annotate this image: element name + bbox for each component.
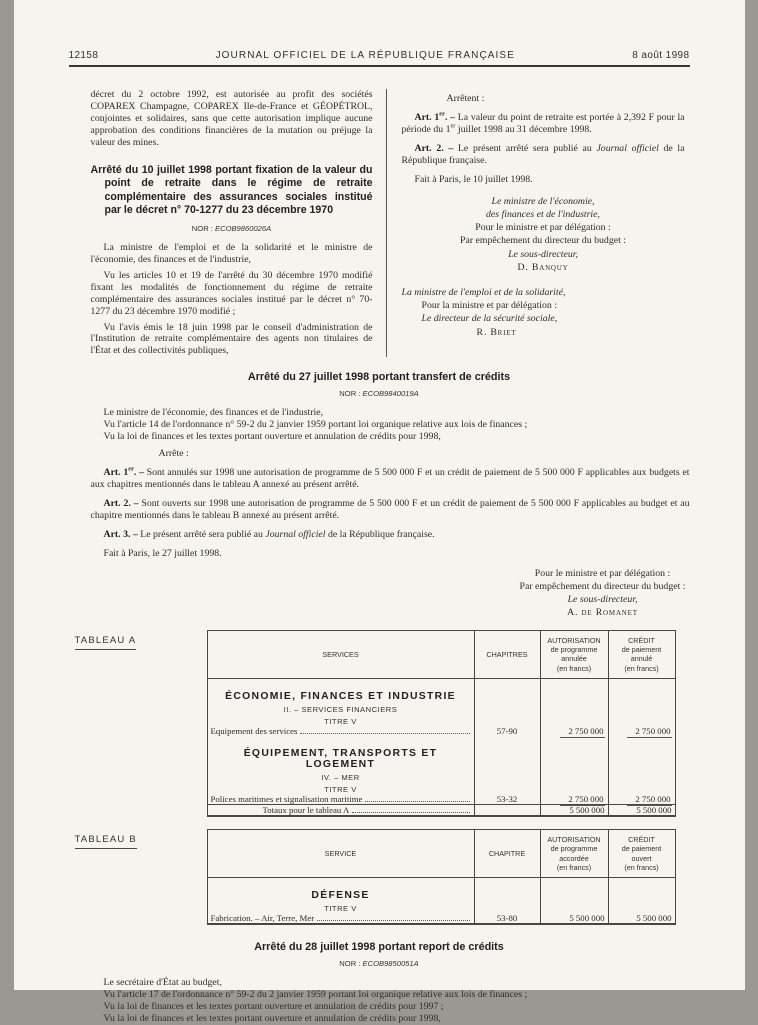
table-group-heading: ÉCONOMIE, FINANCES ET INDUSTRIE	[207, 679, 675, 703]
chapitre-cell: 57-90	[474, 726, 540, 736]
table-group-subheading: TITRE V	[207, 782, 675, 794]
service-label: Polices maritimes et signalisation maritime	[211, 794, 363, 804]
arrete-27-juillet-section	[69, 371, 690, 619]
nor-label: NOR :	[192, 224, 213, 233]
signature-line: Le ministre de l'économie,	[402, 195, 685, 208]
credit-total-cell: 5 500 000	[608, 805, 675, 817]
table-group-heading: DÉFENSE	[207, 878, 675, 902]
tableau-b-table	[207, 829, 676, 925]
signature-line: Le sous-directeur,	[443, 593, 758, 606]
table-row	[207, 794, 675, 805]
signatory-name: R. Briet	[402, 326, 685, 339]
nor-value: ECOB9850051A	[363, 959, 419, 968]
signature-line: Par empêchement du directeur du budget :	[402, 234, 685, 247]
tableau-a-label: TABLEAU A	[75, 635, 137, 650]
column-header-credit: CRÉDIT de paiement annulé (en francs)	[608, 630, 675, 678]
totals-label: Totaux pour le tableau A	[263, 805, 350, 815]
article-number: Art. 2. –	[104, 498, 139, 509]
article-3-clause: Art. 3. – Le présent arrêté sera publié au Journal officiel de la République française.	[91, 529, 690, 541]
signature-line: Le directeur de la sécurité sociale,	[402, 312, 685, 325]
article-2-clause: Art. 2. – Le présent arrêté sera publié au Journal officiel de la République française.	[402, 143, 685, 167]
two-column-section	[91, 89, 690, 357]
table-group-subheading: II. – SERVICES FINANCIERS	[207, 702, 675, 714]
column-header-autorisation: AUTORISATION de programme accordée (en francs)	[540, 830, 608, 878]
column-header-chapitre: CHAPITRE	[474, 830, 540, 878]
signature-block-economie	[402, 195, 685, 274]
column-header-autorisation: AUTORISATION de programme annulée (en francs)	[540, 630, 608, 678]
table-row	[207, 913, 675, 924]
article-number: Art. 1er. –	[104, 467, 144, 478]
column-header-credit: CRÉDIT de paiement ouvert (en francs)	[608, 830, 675, 878]
visa-paragraph: Vu la loi de finances et les textes portant ouverture et annulation de crédits pour 1998,	[91, 1013, 690, 1025]
journal-title: JOURNAL OFFICIEL DE LA RÉPUBLIQUE FRANÇAISE	[216, 50, 515, 61]
visa-paragraph: Le secrétaire d'État au budget,	[91, 977, 690, 989]
arrete-28-juillet-section	[69, 941, 690, 1025]
header-rule	[69, 65, 690, 67]
arrete-28-juillet-body	[91, 977, 690, 1025]
page-header	[69, 0, 690, 61]
dot-leader	[352, 812, 469, 813]
visa-paragraph: Le ministre de l'économie, des finances et de l'industrie,	[91, 407, 690, 419]
page-number: 12158	[69, 50, 99, 61]
autorisation-cell: 5 500 000	[540, 913, 608, 924]
tableau-a-header-row	[207, 630, 675, 678]
service-label: Equipement des services	[211, 726, 298, 736]
article-number: Art. 3. –	[104, 529, 138, 540]
right-column	[386, 89, 685, 357]
visa-paragraph: Vu la loi de finances et les textes portant ouverture et annulation de crédits pour 1997 ;	[91, 1001, 690, 1013]
nor-label: NOR :	[339, 959, 360, 968]
article-number: Art. 2. –	[415, 143, 454, 154]
journal-officiel-italic: Journal officiel	[596, 143, 658, 154]
tableau-a-table	[207, 630, 676, 817]
tableau-b-section	[69, 829, 690, 925]
service-label: Fabrication. – Air, Terre, Mer	[211, 913, 315, 923]
table-totals-row	[207, 805, 675, 817]
signature-line: Pour le ministre et par délégation :	[443, 567, 758, 580]
visa-paragraph: Vu les articles 10 et 19 de l'arrêté du 30 décembre 1970 modifié fixant les modalités de fonctionnement du régime de retraite complémentaire des assurances sociales institué par le décret n° 70-1277 du 23 décembre 1970 modifié ;	[91, 270, 373, 318]
article-1-clause: Art. 1er. – Sont annulés sur 1998 une autorisation de programme de 5 500 000 F et un crédit de paiement de 5 500 000 F applicables aux budgets et aux chapitres mentionnés dans le tableau A annexé au présent arrêté.	[91, 467, 690, 491]
signatory-name: A. de Romanet	[443, 606, 758, 619]
nor-line	[91, 224, 373, 233]
signature-line: Pour la ministre et par délégation :	[402, 299, 685, 312]
arretent-line: Arrêtent :	[402, 93, 685, 105]
chapitre-cell: 53-32	[474, 794, 540, 805]
signature-line: Pour le ministre et par délégation :	[402, 221, 685, 234]
column-header-service: SERVICE	[207, 830, 474, 878]
autorisation-total-cell: 5 500 000	[540, 805, 608, 817]
signature-block-romanet	[443, 567, 758, 620]
table-group-subheading: TITRE V	[207, 901, 675, 913]
dot-leader	[300, 733, 469, 734]
credit-cell: 5 500 000	[608, 913, 675, 924]
nor-line	[69, 389, 690, 398]
table-group-subheading: IV. – MER	[207, 770, 675, 782]
credit-cell: 2 750 000	[608, 794, 675, 805]
arrete-line: Arrête :	[91, 448, 690, 460]
arrete-28-juillet-heading: Arrêté du 28 juillet 1998 portant report de crédits	[69, 941, 690, 953]
journal-officiel-italic: Journal officiel	[265, 529, 325, 540]
article-number: Art. 1er. –	[415, 112, 456, 123]
autorisation-cell: 2 750 000	[540, 794, 608, 805]
signature-line: Le sous-directeur,	[402, 248, 685, 261]
left-column	[91, 89, 386, 357]
signature-line: La ministre de l'emploi et de la solidarité,	[402, 286, 685, 299]
signature-line: des finances et de l'industrie,	[402, 208, 685, 221]
continuation-paragraph: décret du 2 octobre 1992, est autorisée au profit des sociétés COPAREX Champagne, COPAREX Ile-de-France et GÉOPÉTROL, conjointes et solidaires, sans que cette autorisation implique aucune approbation des conditions financières de la mutation ou préjuge la valeur des mines.	[91, 89, 373, 149]
signature-block-emploi	[402, 286, 685, 339]
dot-leader	[365, 801, 469, 802]
autorisation-cell: 2 750 000	[540, 726, 608, 736]
visa-paragraph: La ministre de l'emploi et de la solidarité et le ministre de l'économie, des finances et de l'industrie,	[91, 242, 373, 266]
visa-paragraph: Vu la loi de finances et les textes portant ouverture et annulation de crédits pour 1998,	[91, 431, 690, 443]
journal-page	[14, 0, 745, 990]
nor-value: ECOB9860026A	[215, 224, 271, 233]
tableau-a-section	[69, 630, 690, 817]
visa-paragraph: Vu l'article 14 de l'ordonnance n° 59-2 du 2 janvier 1959 portant loi organique relative aux lois de finances ;	[91, 419, 690, 431]
table-group-subheading: TITRE V	[207, 714, 675, 726]
arrete-10-juillet-heading: Arrêté du 10 juillet 1998 portant fixation de la valeur du point de retraite dans le régime de retraite complémentaire des assurances sociales institué par le décret n° 70-1277 du 23 décembre 1970	[91, 164, 373, 218]
visa-paragraph: Vu l'article 17 de l'ordonnance n° 59-2 du 2 janvier 1959 portant loi organique relative aux lois de finances ;	[91, 989, 690, 1001]
nor-value: ECOB9840019A	[363, 389, 419, 398]
chapitre-cell: 53-80	[474, 913, 540, 924]
tableau-b-header-row	[207, 830, 675, 878]
fait-line: Fait à Paris, le 10 juillet 1998.	[402, 174, 685, 186]
tableau-b-label: TABLEAU B	[75, 834, 137, 849]
column-header-chapitres: CHAPITRES	[474, 630, 540, 678]
article-2-clause: Art. 2. – Sont ouverts sur 1998 une autorisation de programme de 5 500 000 F et un crédit de paiement de 5 500 000 F applicables au budget et au chapitre mentionnés dans le tableau B annexé au présent arrêté.	[91, 498, 690, 522]
table-row	[207, 726, 675, 736]
dot-leader	[317, 920, 469, 921]
article-1-clause: Art. 1er. – La valeur du point de retraite est portée à 2,392 F pour la période du 1er juillet 1998 au 31 décembre 1998.	[402, 112, 685, 136]
nor-line	[69, 959, 690, 968]
credit-cell: 2 750 000	[608, 726, 675, 736]
column-header-services: SERVICES	[207, 630, 474, 678]
issue-date: 8 août 1998	[632, 50, 689, 61]
signatory-name: D. Banquy	[402, 261, 685, 274]
table-group-heading: ÉQUIPEMENT, TRANSPORTS ET LOGEMENT	[207, 736, 675, 770]
nor-label: NOR :	[339, 389, 360, 398]
arrete-27-juillet-heading: Arrêté du 27 juillet 1998 portant transfert de crédits	[69, 371, 690, 383]
arrete-27-juillet-body	[91, 407, 690, 619]
fait-line: Fait à Paris, le 27 juillet 1998.	[91, 548, 690, 560]
signature-line: Par empêchement du directeur du budget :	[443, 580, 758, 593]
visa-paragraph: Vu l'avis émis le 18 juin 1998 par le conseil d'administration de l'Institution de retraite complémentaire des agents non titulaires de l'État et des collectivités publiques,	[91, 322, 373, 358]
